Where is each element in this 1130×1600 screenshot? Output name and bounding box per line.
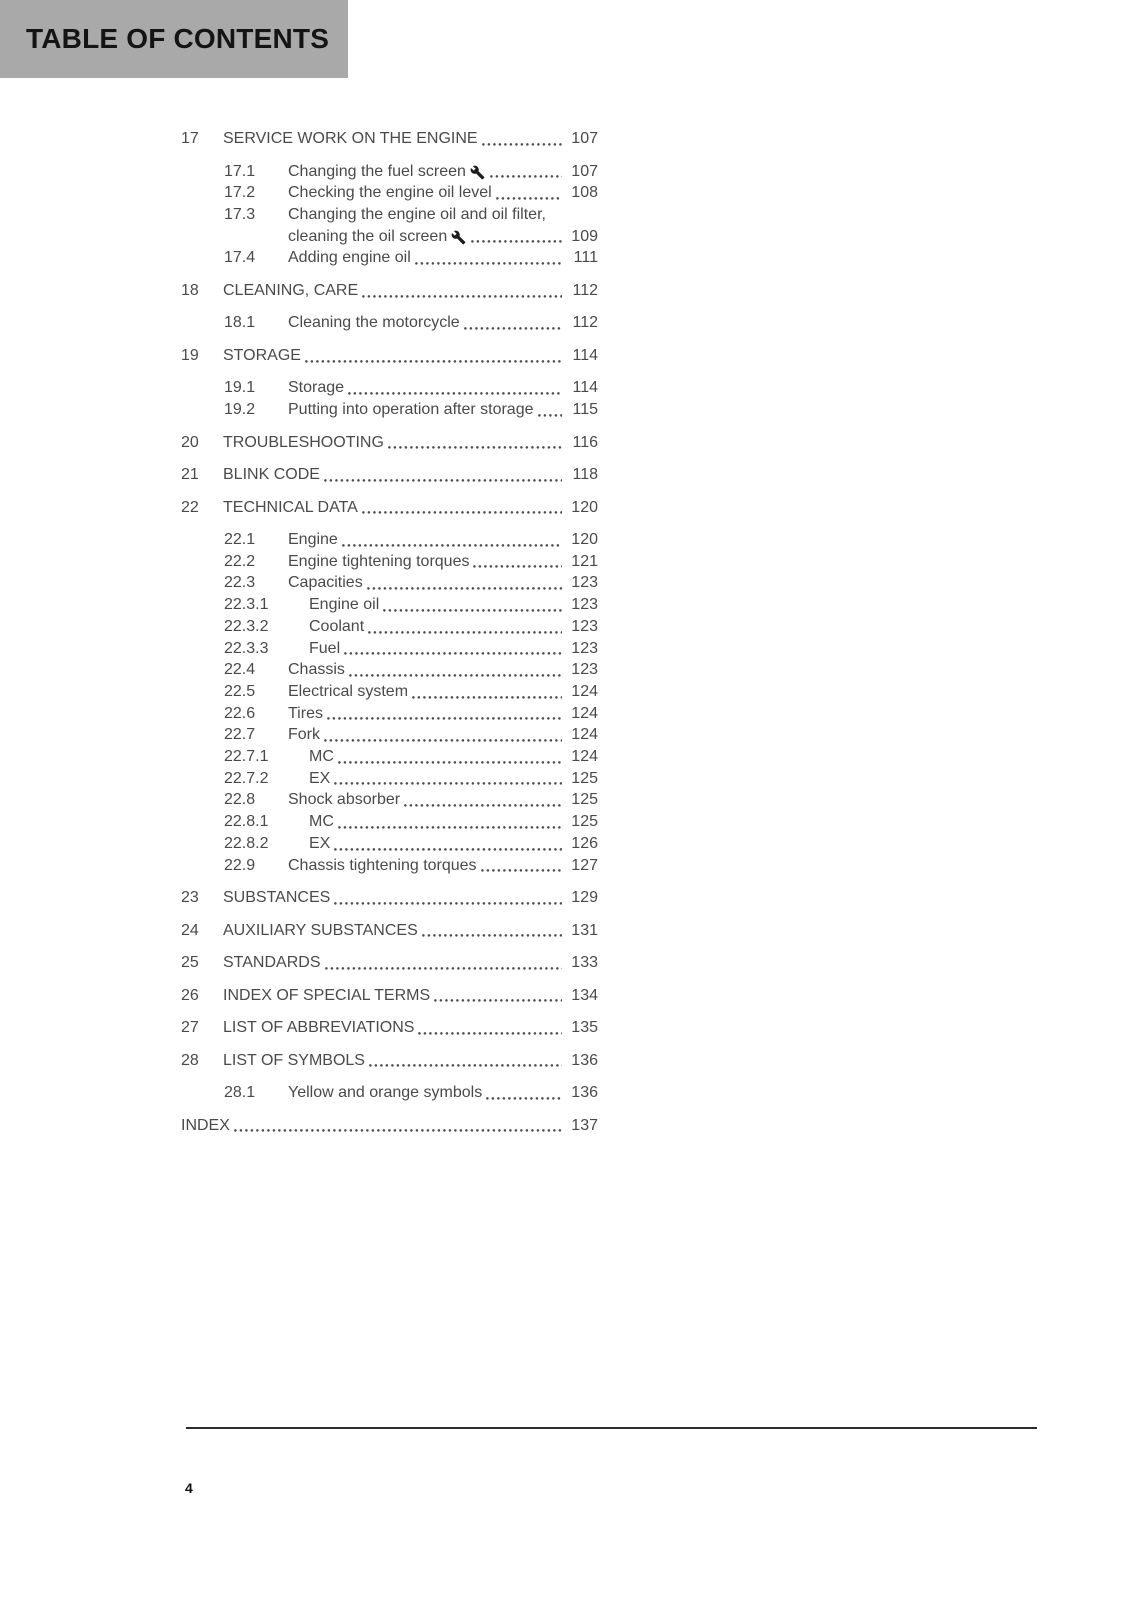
- toc-entry-page: 124: [571, 704, 598, 722]
- dot-leader: [338, 761, 562, 764]
- dot-leader: [388, 446, 562, 449]
- dot-leader: [473, 565, 562, 568]
- toc-entry-page: 135: [571, 1019, 598, 1037]
- dot-leader: [324, 739, 562, 742]
- toc-entry-number: 22.3.2: [224, 617, 269, 635]
- toc-entry-number: 19.2: [224, 401, 256, 419]
- toc-entry[interactable]: [181, 464, 598, 486]
- toc-entry-page: 116: [572, 433, 598, 451]
- dot-leader: [234, 1129, 562, 1132]
- toc-entry-number: 22.2: [224, 552, 256, 570]
- toc-entry-page: 111: [573, 249, 598, 267]
- dot-leader: [496, 197, 562, 200]
- toc-entry[interactable]: [181, 529, 598, 551]
- toc-entry-title: INDEX OF SPECIAL TERMS: [223, 986, 431, 1004]
- toc-entry-title: Coolant: [309, 617, 365, 635]
- toc-entry[interactable]: [181, 811, 598, 833]
- toc-entry[interactable]: [181, 833, 598, 855]
- toc-entry-title: Changing the fuel screen: [288, 162, 466, 180]
- toc-entry-number: 22.7.2: [224, 769, 269, 787]
- toc-entry-page: 125: [571, 769, 598, 787]
- toc-entry-number: 22.3.1: [224, 596, 269, 614]
- toc-entry-number: 22.8.2: [224, 834, 269, 852]
- dot-leader: [305, 360, 562, 363]
- toc-entry-number: 19: [181, 346, 199, 364]
- toc-entry-number: 20: [181, 433, 199, 451]
- toc-entry-page: 124: [571, 726, 598, 744]
- toc-entry-page: 107: [571, 162, 598, 180]
- toc-entry-number: 22.3: [224, 574, 256, 592]
- toc-entry-page: 123: [571, 661, 598, 679]
- toc-entry-number: 22.6: [224, 704, 256, 722]
- toc-entry[interactable]: [181, 1082, 598, 1104]
- toc-entry[interactable]: [181, 746, 598, 768]
- toc-entry-number: 25: [181, 954, 199, 972]
- toc-entry-page: 115: [572, 401, 598, 419]
- toc-entry-page: 123: [571, 574, 598, 592]
- toc-entry[interactable]: [181, 432, 598, 454]
- toc-entry-page: 123: [571, 596, 598, 614]
- toc-entry-number: 22.7.1: [224, 748, 269, 766]
- toc-entry-title: Electrical system: [288, 682, 409, 700]
- toc-entry-page: 125: [571, 813, 598, 831]
- toc-entry-title: STORAGE: [223, 346, 301, 364]
- toc-entry-number: 17.3: [224, 205, 256, 223]
- toc-entry-number: 27: [181, 1019, 199, 1037]
- toc-entry-page: 112: [572, 281, 598, 299]
- toc-entry-title: Fuel: [309, 639, 341, 657]
- toc-entry-title: AUXILIARY SUBSTANCES: [223, 921, 418, 939]
- toc-entry[interactable]: [181, 128, 598, 150]
- toc-entry-number: 22.8: [224, 791, 256, 809]
- toc-entry-title: MC: [309, 813, 334, 831]
- toc-entry-page: 123: [571, 639, 598, 657]
- dot-leader: [415, 262, 562, 265]
- dot-leader: [422, 934, 562, 937]
- toc-entry-page: 124: [571, 748, 598, 766]
- toc-entry-page: 114: [572, 379, 598, 397]
- toc-entry[interactable]: [181, 887, 598, 909]
- table-of-contents-header: [0, 0, 348, 78]
- toc-entry-title: BLINK CODE: [223, 466, 320, 484]
- toc-entry[interactable]: [181, 161, 598, 183]
- toc-entry-page: 114: [572, 346, 598, 364]
- dot-leader: [486, 1097, 562, 1100]
- dot-leader: [327, 717, 562, 720]
- toc-entry-title: Engine: [288, 531, 338, 549]
- toc-entry[interactable]: [181, 594, 598, 616]
- toc-entry-title: LIST OF ABBREVIATIONS: [223, 1019, 415, 1037]
- toc-entry[interactable]: [181, 638, 598, 660]
- toc-entry[interactable]: [181, 280, 598, 302]
- toc-entry[interactable]: [181, 1115, 598, 1137]
- dot-leader: [338, 826, 562, 829]
- toc-entry-number: 21: [181, 466, 199, 484]
- toc-entry-title: cleaning the oil screen: [288, 227, 448, 245]
- toc-entry-continuation[interactable]: [181, 226, 598, 248]
- toc-entry-title: Engine oil: [309, 596, 380, 614]
- dot-leader: [325, 967, 563, 970]
- dot-leader: [342, 544, 562, 547]
- toc-entry[interactable]: [181, 789, 598, 811]
- toc-entry-title: Chassis tightening torques: [288, 856, 477, 874]
- toc-entry[interactable]: [181, 572, 598, 594]
- toc-entry[interactable]: [181, 551, 598, 573]
- toc-entry[interactable]: [181, 768, 598, 790]
- toc-entry-title: Cleaning the motorcycle: [288, 314, 460, 332]
- toc-entry-page: 120: [571, 498, 598, 516]
- toc-entry-number: 26: [181, 986, 199, 1004]
- toc-entry-number: 17.1: [224, 162, 256, 180]
- toc-entry-number: 28: [181, 1051, 199, 1069]
- toc-entry[interactable]: [181, 952, 598, 974]
- toc-entry-title: Yellow and orange symbols: [288, 1084, 483, 1102]
- page-number: 4: [185, 1480, 193, 1496]
- toc-entry[interactable]: [181, 1050, 598, 1072]
- toc-entry-number: 22.7: [224, 726, 256, 744]
- dot-leader: [464, 327, 562, 330]
- toc-entry-number: 23: [181, 889, 199, 907]
- toc-entry-number: 22: [181, 498, 199, 516]
- dot-leader: [349, 674, 562, 677]
- dot-leader: [362, 295, 562, 298]
- toc-entry-page: 133: [571, 954, 598, 972]
- toc-entry-page: 127: [571, 856, 598, 874]
- toc-entry-number: 22.4: [224, 661, 256, 679]
- toc-entry-title: MC: [309, 748, 334, 766]
- toc-entry-page: 109: [571, 227, 598, 245]
- toc-entry-number: 17.2: [224, 184, 256, 202]
- toc-entry-title: Checking the engine oil level: [288, 184, 492, 202]
- toc-entry-title: Adding engine oil: [288, 249, 411, 267]
- dot-leader: [348, 392, 562, 395]
- toc-entry[interactable]: [181, 659, 598, 681]
- dot-leader: [324, 479, 562, 482]
- toc-entry[interactable]: [181, 724, 598, 746]
- toc-entry-title: Capacities: [288, 574, 363, 592]
- toc-entry-page: 120: [571, 531, 598, 549]
- dot-leader: [434, 999, 562, 1002]
- wrench-icon: [470, 165, 485, 180]
- toc-entry-title: SUBSTANCES: [223, 889, 331, 907]
- toc-entry-number: 22.3.3: [224, 639, 269, 657]
- toc-entry-title: LIST OF SYMBOLS: [223, 1051, 365, 1069]
- dot-leader: [418, 1032, 562, 1035]
- toc-entry-page: 121: [571, 552, 598, 570]
- toc-entry-page: 136: [571, 1084, 598, 1102]
- wrench-icon: [451, 230, 466, 245]
- toc-entry-page: 137: [571, 1116, 598, 1134]
- toc-entry-page: 125: [571, 791, 598, 809]
- toc-entry[interactable]: [181, 377, 598, 399]
- toc-entry-number: 17: [181, 130, 199, 147]
- dot-leader: [471, 240, 562, 243]
- toc-entry-title: Storage: [288, 379, 345, 397]
- toc-entry-title: Tires: [288, 704, 323, 722]
- dot-leader: [538, 414, 563, 417]
- toc-entry-page: 107: [571, 130, 598, 147]
- toc-entry-page: 131: [571, 921, 598, 939]
- toc-entry-title: Putting into operation after storage: [288, 401, 534, 419]
- toc-entry-title: SERVICE WORK ON THE ENGINE: [223, 130, 478, 147]
- dot-leader: [412, 696, 562, 699]
- toc-entry-page: 108: [571, 184, 598, 202]
- toc-entry-page: 112: [572, 314, 598, 332]
- toc-entry-page: 129: [571, 889, 598, 907]
- dot-leader: [481, 869, 562, 872]
- toc-entry-number: 19.1: [224, 379, 256, 397]
- toc-entry[interactable]: [181, 204, 598, 226]
- toc-entry-number: 22.1: [224, 531, 256, 549]
- dot-leader: [367, 587, 562, 590]
- toc-entry-title: Engine tightening torques: [288, 552, 470, 570]
- toc-entry-title: Fork: [288, 726, 320, 744]
- toc-entry-title: EX: [309, 834, 331, 852]
- toc-entry-number: 24: [181, 921, 199, 939]
- dot-leader: [362, 511, 562, 514]
- dot-leader: [490, 175, 562, 178]
- toc-entry-title: STANDARDS: [223, 954, 321, 972]
- toc-entry[interactable]: [181, 920, 598, 942]
- toc-entry-page: 123: [571, 617, 598, 635]
- page-title: TABLE OF CONTENTS: [26, 23, 330, 54]
- toc-entry-number: 22.9: [224, 856, 256, 874]
- toc-entry-page: 126: [571, 834, 598, 852]
- dot-leader: [334, 782, 562, 785]
- toc-entry[interactable]: [181, 1017, 598, 1039]
- toc-entry-page: 134: [571, 986, 598, 1004]
- toc-entry-page: 118: [572, 466, 598, 484]
- toc-entry[interactable]: [181, 399, 598, 421]
- toc-entry[interactable]: [181, 703, 598, 725]
- toc-entry-title: EX: [309, 769, 331, 787]
- toc-entry[interactable]: [181, 855, 598, 877]
- dot-leader: [404, 804, 562, 807]
- toc-entry-number: 18.1: [224, 314, 256, 332]
- toc-entry-title: Shock absorber: [288, 791, 401, 809]
- dot-leader: [368, 631, 562, 634]
- toc-entry[interactable]: [181, 985, 598, 1007]
- toc-list: [181, 128, 598, 1136]
- toc-entry-number: 22.5: [224, 682, 256, 700]
- dot-leader: [334, 848, 562, 851]
- dot-leader: [383, 609, 562, 612]
- toc-entry[interactable]: [181, 247, 598, 269]
- toc-entry-page: 124: [571, 682, 598, 700]
- toc-entry-page: 136: [571, 1051, 598, 1069]
- toc-entry-title: TECHNICAL DATA: [223, 498, 358, 516]
- dot-leader: [482, 143, 562, 146]
- toc-entry-title: Chassis: [288, 661, 345, 679]
- toc-entry-title: Changing the engine oil and oil filter,: [288, 205, 546, 223]
- toc-entry[interactable]: [181, 345, 598, 367]
- dot-leader: [344, 652, 562, 655]
- toc-entry[interactable]: [181, 616, 598, 638]
- dot-leader: [334, 902, 562, 905]
- toc-entry[interactable]: [181, 182, 598, 204]
- toc-entry[interactable]: [181, 312, 598, 334]
- dot-leader: [369, 1064, 562, 1067]
- toc-entry[interactable]: [181, 681, 598, 703]
- toc-entry-number: 22.8.1: [224, 813, 269, 831]
- toc-entry-number: 18: [181, 281, 199, 299]
- toc-entry-title: TROUBLESHOOTING: [223, 433, 384, 451]
- toc-entry-number: 17.4: [224, 249, 256, 267]
- toc-entry-title: CLEANING, CARE: [223, 281, 359, 299]
- footer-divider: [186, 1427, 1037, 1429]
- toc-entry[interactable]: [181, 497, 598, 519]
- toc-entry-title: INDEX: [181, 1116, 230, 1134]
- toc-entry-number: 28.1: [224, 1084, 256, 1102]
